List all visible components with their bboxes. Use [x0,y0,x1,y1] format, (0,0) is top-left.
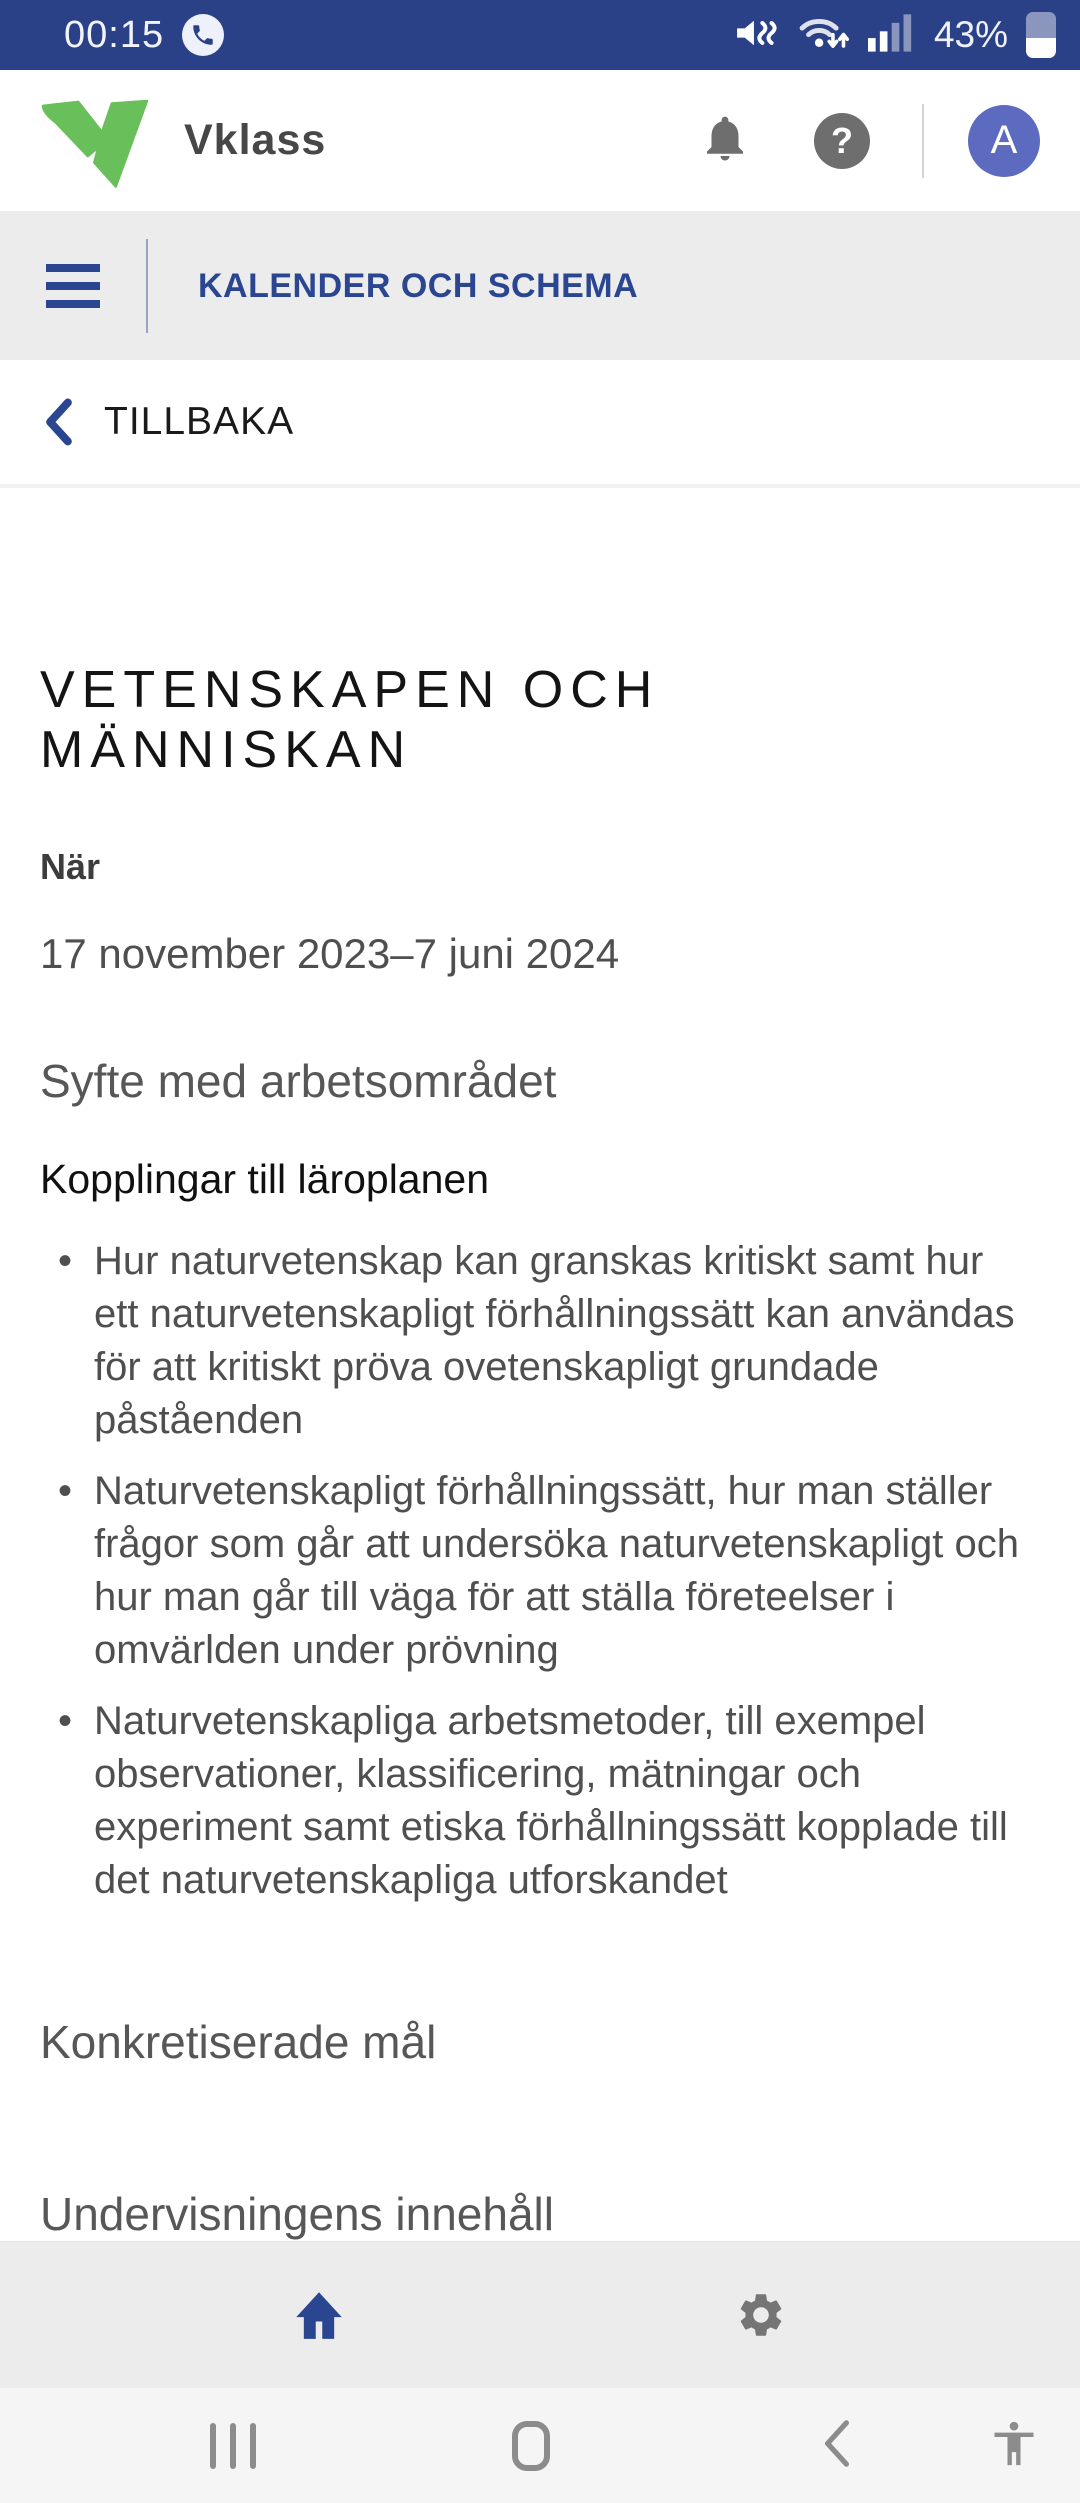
back-chevron-icon[interactable] [44,399,74,445]
header-divider [922,104,924,178]
avatar[interactable] [968,105,1040,177]
settings-tab-button[interactable] [735,2289,787,2341]
back-bar[interactable] [0,360,1080,488]
active-call-icon [182,14,224,56]
section-nav-bar [0,212,1080,360]
battery-icon [1026,12,1056,58]
mute-vibrate-icon [734,12,780,59]
curriculum-heading: Kopplingar till läroplanen [40,1156,490,1202]
curriculum-points-list [40,1235,1040,1907]
bottom-app-bar [0,2241,1080,2387]
battery-percent: 43% [933,14,1008,55]
accessibility-icon[interactable] [988,2417,1040,2474]
wifi-icon [798,11,850,60]
home-tab-button[interactable] [293,2289,345,2341]
app-name: Vklass [184,116,327,164]
content-scroll-area[interactable] [0,488,1080,2241]
list-item: • Naturvetenskapliga arbetsmetoder, till exempel observationer, klassificering, mätningar och experiment samt etiska förhållningssätt kopplade till det naturvetenskapliga utforskandet [94,1695,1024,1907]
recents-icon[interactable] [210,2423,256,2469]
app-header [0,70,1080,212]
help-icon[interactable]: ? [814,113,870,169]
notifications-bell-icon[interactable] [698,109,752,172]
status-bar [0,0,1080,70]
menu-icon[interactable] [46,264,100,308]
android-home-icon[interactable] [512,2421,550,2471]
clock: 00:15 [64,13,165,56]
purpose-heading: Syfte med arbetsområdet [40,1055,557,1107]
android-nav-bar [0,2387,1080,2503]
section-title: KALENDER OCH SCHEMA [198,266,639,305]
avatar-initial: A [990,118,1018,162]
when-label: När [40,846,101,887]
vklass-logo-icon [34,93,156,189]
back-label[interactable]: TILLBAKA [104,400,295,443]
page-title: VETENSKAPEN OCH MÄNNISKAN [40,661,660,779]
android-back-icon[interactable] [822,2417,852,2474]
goals-heading: Konkretiserade mål [40,2016,437,2068]
nav-divider [146,239,148,333]
list-item: • Naturvetenskapligt förhållningssätt, hur man ställer frågor som går att undersöka naturvetenskapligt och hur man går till väga för att ställa företeelser i omvärlden under prövning [94,1465,1024,1677]
when-value: 17 november 2023–7 juni 2024 [40,930,620,977]
cell-signal-icon [868,11,912,60]
teaching-heading: Undervisningens innehåll [40,2188,554,2240]
list-item: • Hur naturvetenskap kan granskas kritiskt samt hur ett naturvetenskapligt förhållningssätt kan användas för att kritiskt pröva ovetenskapligt grundade påståenden [94,1235,1024,1447]
